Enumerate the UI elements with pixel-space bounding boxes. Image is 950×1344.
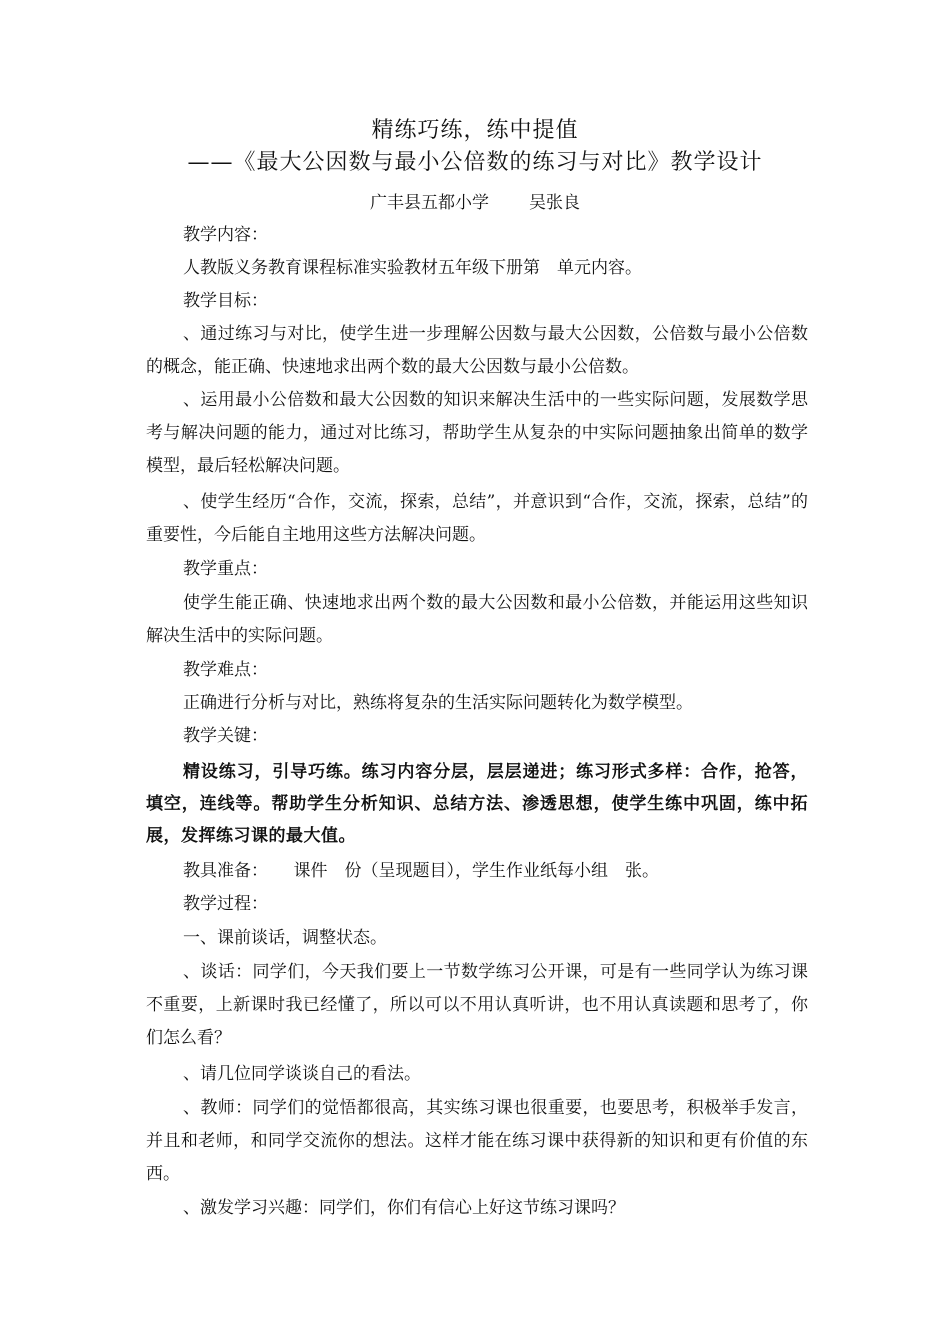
process-item-2: 、请几位同学谈谈自己的看法。 xyxy=(183,1064,421,1084)
document-title: 精练巧练，练中提值 xyxy=(371,118,579,143)
content-heading: 教学内容： xyxy=(183,225,268,245)
content-text: 人教版义务教育课程标准实验教材五年级下册第 单元内容。 xyxy=(183,258,642,278)
goal-item-2: 、运用最小公倍数和最大公因数的知识来解决生活中的一些实际问题，发展数学思考与解决问题的能力，通过对比练习，帮助学生从复杂的中实际问题抽象出简单的数学模型，最后轻松解决问题。 xyxy=(146,390,808,476)
author-line xyxy=(0,188,950,213)
crux-text: 精设练习，引导巧练。练习内容分层，层层递进；练习形式多样：合作，抢答，填空，连线等。帮助学生分析知识、总结方法、渗透思想，使学生练中巩固，练中拓展，发挥练习课的最大值。 xyxy=(146,762,808,846)
author-name: 吴张良 xyxy=(529,193,580,213)
document-subtitle: ——《最大公因数与最小公倍数的练习与对比》教学设计 xyxy=(187,150,763,175)
goals-heading: 教学目标： xyxy=(183,291,268,311)
author-school: 广丰县五都小学 xyxy=(370,193,489,213)
process-item-1: 、谈话：同学们，今天我们要上一节数学练习公开课，可是有一些同学认为练习课不重要，上新课时我已经懂了，所以可以不用认真听讲，也不用认真读题和思考了，你们怎么看？ xyxy=(146,962,808,1048)
process-heading: 教学过程： xyxy=(183,894,268,914)
key-text: 使学生能正确、快速地求出两个数的最大公因数和最小公倍数，并能运用这些知识解决生活中的实际问题。 xyxy=(146,593,808,646)
difficult-heading: 教学难点： xyxy=(183,660,268,680)
goal-item-1: 、通过练习与对比，使学生进一步理解公因数与最大公因数，公倍数与最小公倍数的概念，能正确、快速地求出两个数的最大公因数与最小公倍数。 xyxy=(146,324,808,377)
key-heading: 教学重点： xyxy=(183,559,268,579)
goal-item-3: 、使学生经历“合作，交流，探索，总结”，并意识到“合作，交流，探索，总结”的重要性，今后能自主地用这些方法解决问题。 xyxy=(146,492,808,545)
process-item-3: 、教师：同学们的觉悟都很高，其实练习课也很重要，也要思考，积极举手发言，并且和老师，和同学交流你的想法。这样才能在练习课中获得新的知识和更有价值的东西。 xyxy=(146,1098,808,1184)
difficult-text: 正确进行分析与对比，熟练将复杂的生活实际问题转化为数学模型。 xyxy=(183,693,693,713)
crux-heading: 教学关键： xyxy=(183,726,268,746)
process-item-4: 、激发学习兴趣：同学们，你们有信心上好这节练习课吗？ xyxy=(183,1198,625,1218)
process-step-1: 一、课前谈话，调整状态。 xyxy=(183,928,387,948)
tools-text: 教具准备： 课件 份（呈现题目），学生作业纸每小组 张。 xyxy=(183,861,659,881)
